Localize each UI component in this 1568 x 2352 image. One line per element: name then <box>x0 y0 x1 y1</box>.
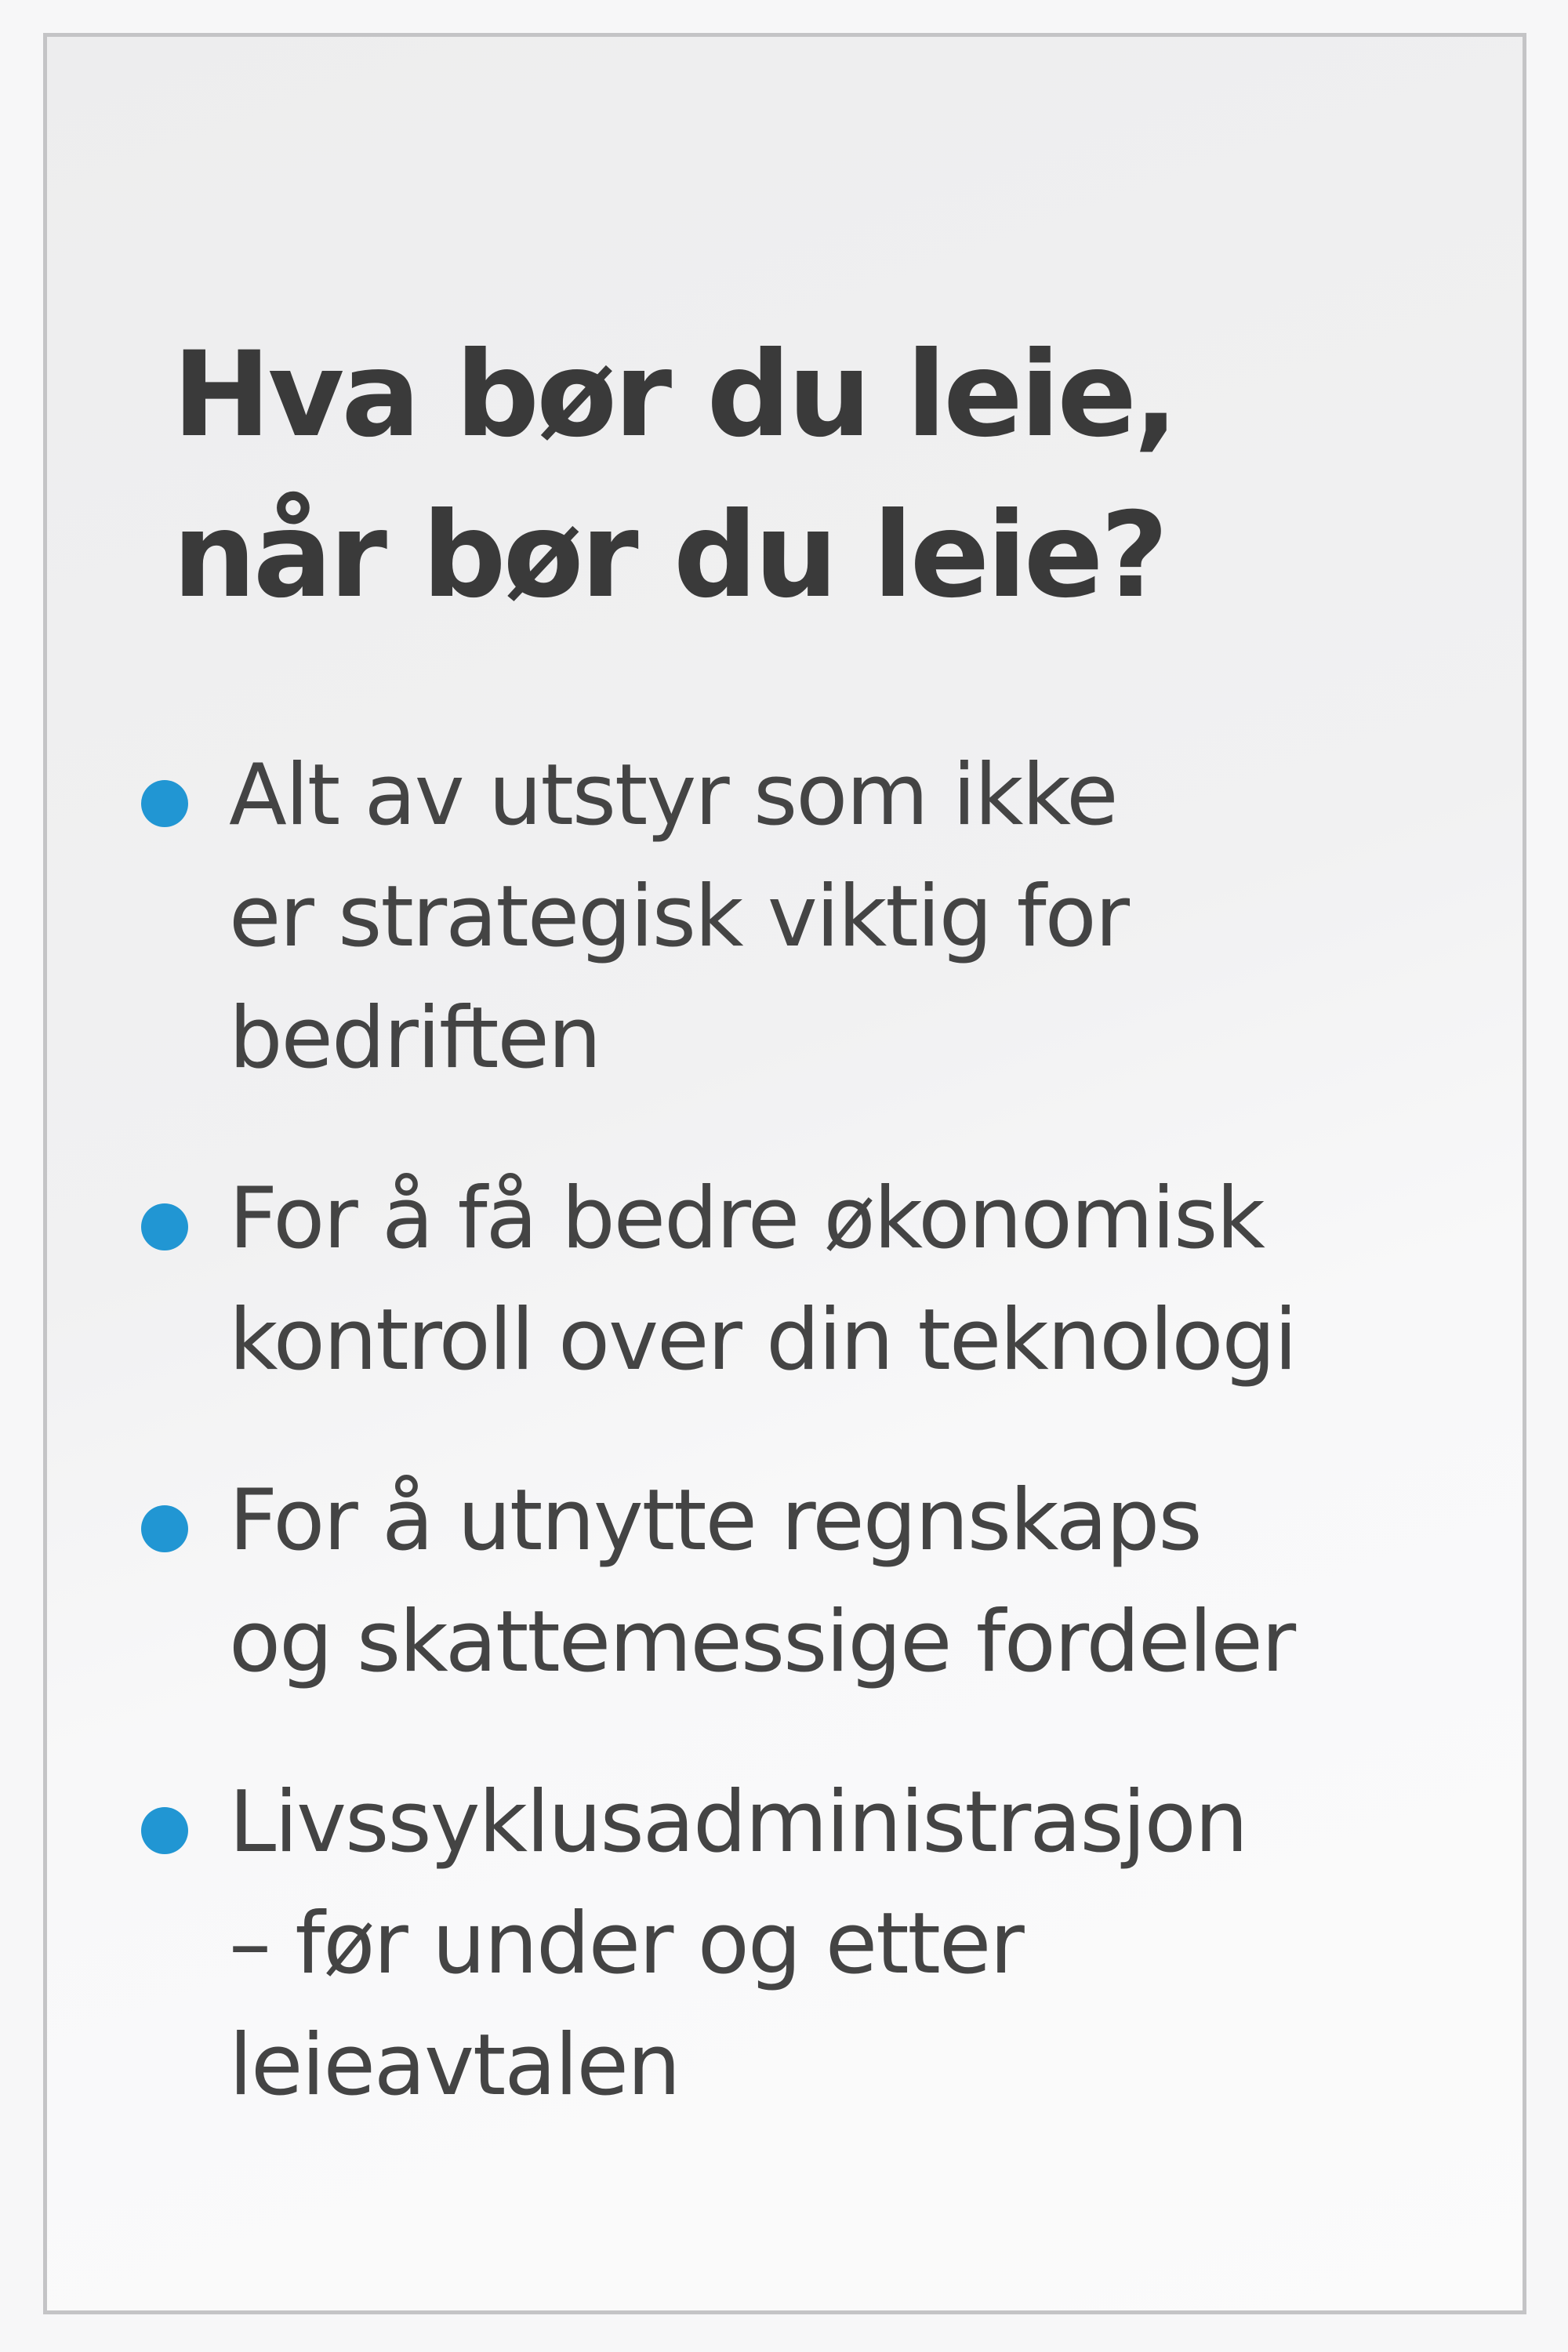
bullet-text-line: Livssyklusadministrasjon <box>229 1773 1247 1871</box>
bullet-dot-icon <box>141 1505 188 1552</box>
card-title <box>172 315 1175 637</box>
bullet-dot-icon <box>141 780 188 827</box>
bullet-text-line: For å utnytte regnskaps <box>229 1472 1201 1570</box>
bullet-dot-icon <box>141 1807 188 1854</box>
bullet-list <box>141 735 1474 2185</box>
card-title-line: når bør du leie? <box>172 488 1166 624</box>
card-title-line: Hva bør du leie, <box>172 327 1176 463</box>
bullet-text-line: – før under og etter <box>229 1895 1023 1993</box>
bullet-text-line: bedriften <box>229 989 601 1087</box>
bullet-text-line: er strategisk viktig for <box>229 868 1129 966</box>
bullet-text-line: For å få bedre økonomisk <box>229 1170 1264 1268</box>
bullet-text-line: Alt av utstyr som ikke <box>229 746 1117 844</box>
bullet-item <box>141 1460 1474 1703</box>
bullet-item <box>141 735 1474 1099</box>
bullet-text-line: kontroll over din teknologi <box>229 1291 1297 1389</box>
bullet-text-line: og skattemessige fordeler <box>229 1593 1295 1691</box>
bullet-item <box>141 1762 1474 2126</box>
info-card <box>43 33 1526 2314</box>
bullet-item <box>141 1158 1474 1401</box>
bullet-dot-icon <box>141 1203 188 1250</box>
bullet-text-line: leieavtalen <box>229 2016 680 2114</box>
